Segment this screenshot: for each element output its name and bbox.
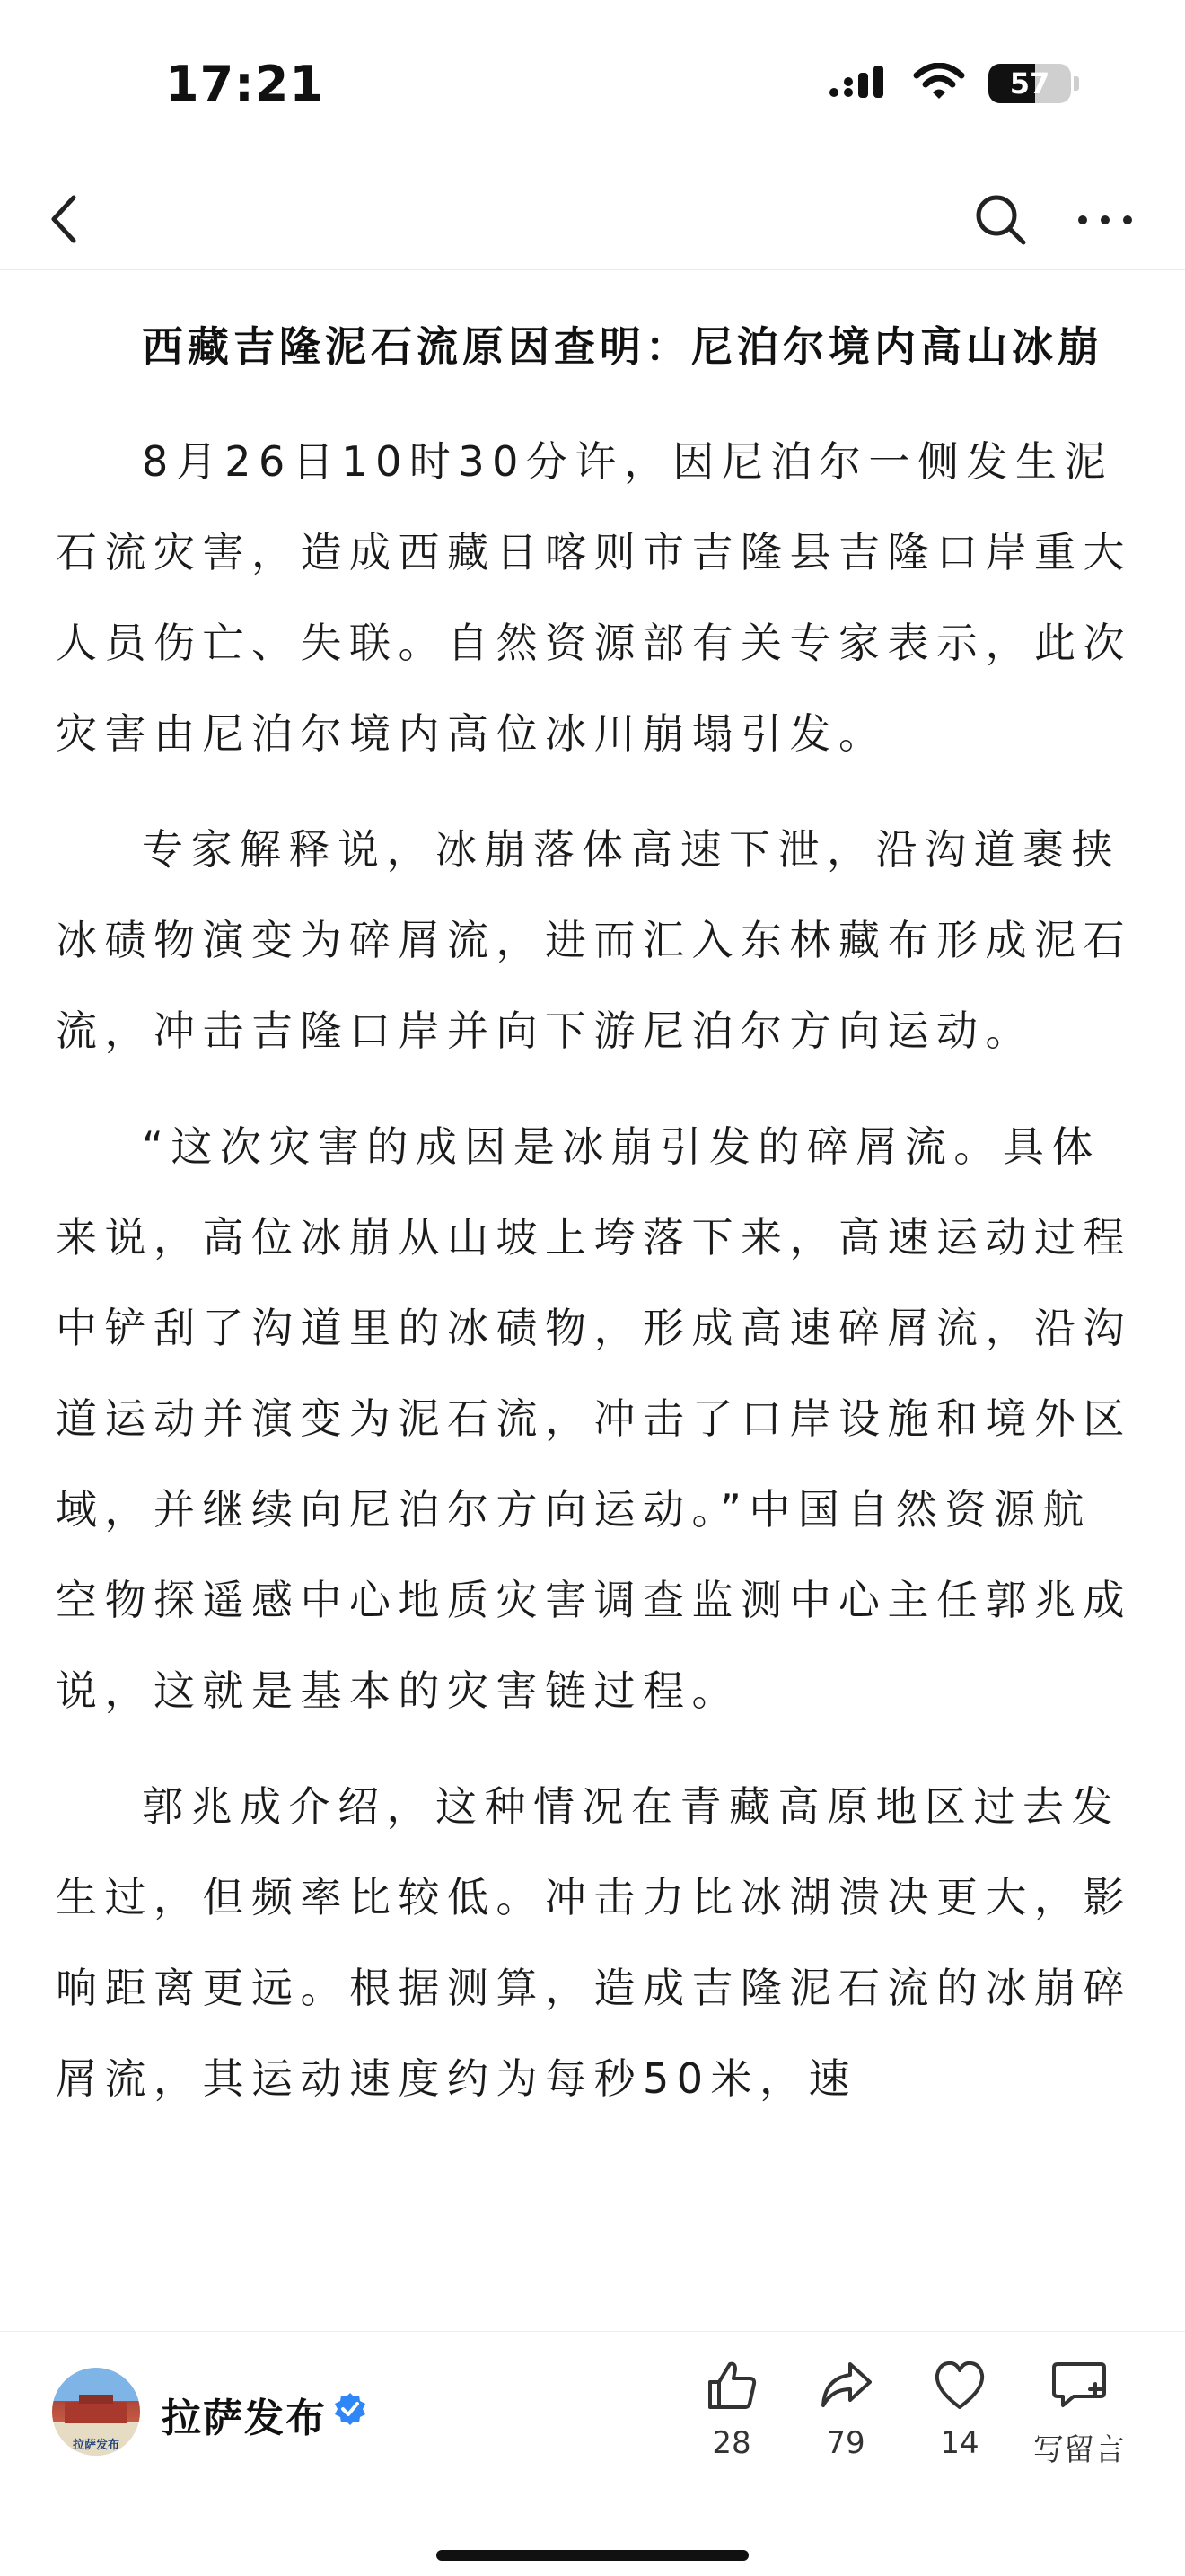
- comment-plus-icon: [1023, 2359, 1135, 2413]
- share-arrow-icon: [796, 2359, 895, 2413]
- article-paragraph: 郭兆成介绍，这种情况在青藏高原地区过去发生过，但频率比较低。冲击力比冰湖溃决更大，影响距离更远。根据测算，造成吉隆泥石流的冰崩碎屑流，其运动速度约为每秒50米，速: [56, 1782, 1132, 2103]
- article-title: 西藏吉隆泥石流原因查明：尼泊尔境内高山冰崩: [142, 322, 1103, 371]
- comment-label: 写留言: [1033, 2432, 1125, 2468]
- nav-bar: [0, 171, 1185, 270]
- status-icons: [829, 63, 1079, 104]
- author-name[interactable]: 拉萨发布: [162, 2396, 327, 2441]
- favorite-button[interactable]: [910, 2359, 1009, 2461]
- article-paragraph: 专家解释说，冰崩落体高速下泄，沿沟道裹挟冰碛物演变为碎屑流，进而汇入东林藏布形成泥石流，冲击吉隆口岸并向下游尼泊尔方向运动。: [56, 825, 1132, 1055]
- share-button[interactable]: [796, 2359, 895, 2461]
- search-icon[interactable]: [970, 189, 1032, 251]
- cellular-signal-icon: [829, 64, 890, 103]
- wifi-icon: [913, 63, 965, 104]
- article: [56, 302, 1133, 2124]
- more-icon[interactable]: [1074, 198, 1137, 242]
- like-button[interactable]: [682, 2359, 781, 2461]
- share-count: 79: [826, 2425, 865, 2461]
- avatar-logo-text: 拉萨发布: [72, 2439, 120, 2452]
- like-count: 28: [712, 2425, 751, 2461]
- thumbs-up-icon: [682, 2359, 781, 2413]
- article-paragraph: 8月26日10时30分许，因尼泊尔一侧发生泥石流灾害，造成西藏日喀则市吉隆县吉隆口岸重大人员伤亡、失联。自然资源部有关专家表示，此次灾害由尼泊尔境内高位冰川崩塌引发。: [56, 437, 1132, 758]
- article-paragraph: “这次灾害的成因是冰崩引发的碎屑流。具体来说，高位冰崩从山坡上垮落下来，高速运动过程中铲刮了沟道里的冰碛物，形成高速碎屑流，沿沟道运动并演变为泥石流，冲击了口岸设施和境外区域，并继续向尼泊尔方向运动。”中国自然资源航空物探遥感中心地质灾害调查监测中心主任郭兆成说，这就是基本的灾害链过程。: [56, 1122, 1132, 1715]
- status-time: 17:21: [165, 56, 324, 112]
- avatar[interactable]: [52, 2368, 140, 2456]
- back-arrow-icon[interactable]: [40, 190, 93, 248]
- heart-icon: [910, 2359, 1009, 2413]
- comment-button[interactable]: [1023, 2359, 1135, 2469]
- favorite-count: 14: [940, 2425, 979, 2461]
- battery-level-text: 57: [1009, 66, 1050, 101]
- status-bar: [0, 0, 1185, 171]
- bottom-bar: [0, 2331, 1185, 2576]
- battery-icon: [988, 64, 1079, 103]
- verified-badge-icon: [332, 2391, 368, 2427]
- home-indicator[interactable]: [436, 2550, 749, 2561]
